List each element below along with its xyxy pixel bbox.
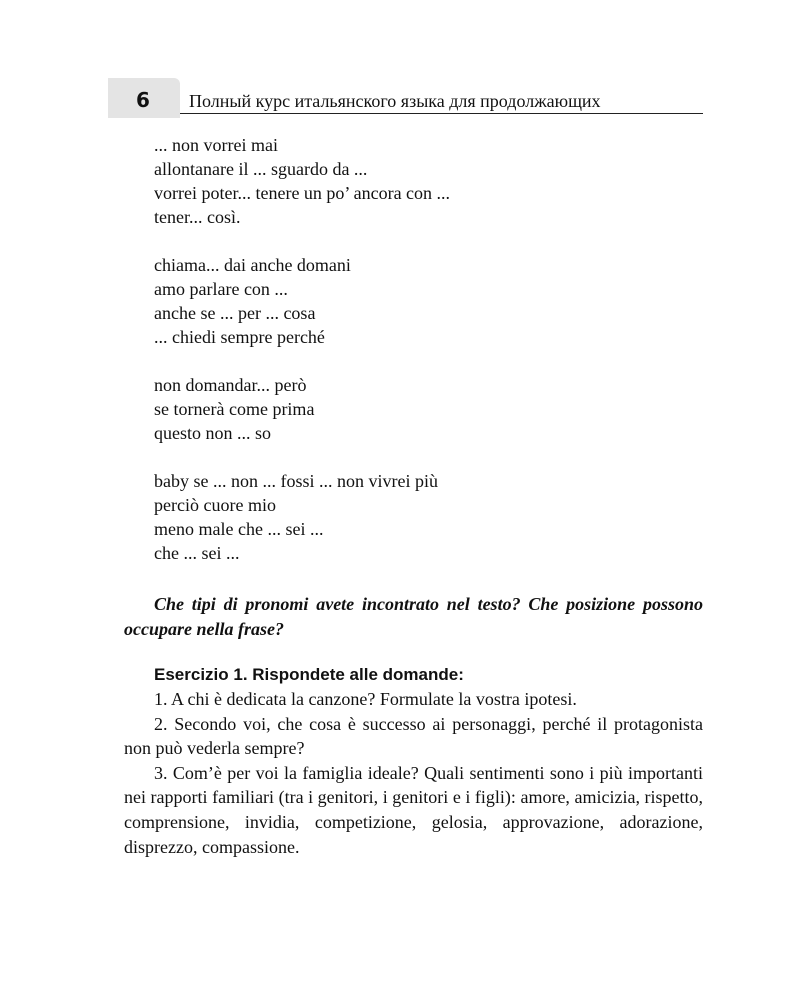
exercise-question: 1. A chi è dedicata la canzone? Formulate la vostra ipotesi. (154, 689, 577, 709)
verse-line: baby se ... non ... fossi ... non vivrei più (154, 471, 438, 491)
exercise-question: 3. Com’è per voi la famiglia ideale? Quali sentimenti sono i più importanti nei rapporti familiari (tra i genitori, i genitori e i figli): amore, amicizia, rispetto, comprensione, invidia, competizione, gelosia, approvazione, adorazione, disprezzo, compassione. (124, 762, 703, 857)
running-title: Полный курс итальянского языка для продолжающих (189, 91, 601, 111)
verse-line: questo non ... so (154, 423, 271, 443)
stanza (154, 373, 450, 445)
verse-line: chiama... dai anche domani (154, 255, 351, 275)
verse-line: vorrei poter... tenere un po’ ancora con ... (154, 183, 451, 203)
header-rule (180, 113, 703, 114)
song-lyrics (154, 133, 450, 565)
verse-line: ... chiedi sempre perché (154, 327, 325, 347)
grammar-question: Che tipi di pronomi avete incontrato nel testo? Che posizione possono occupare nella frase? (124, 594, 703, 639)
verse-line: perciò cuore mio (154, 495, 276, 515)
verse-line: se tornerà come prima (154, 399, 315, 419)
exercise-question: 2. Secondo voi, che cosa è successo ai personaggi, perché il protagonista non può vederla sempre? (124, 713, 703, 759)
verse-line: allontanare il ... sguardo da ... (154, 159, 368, 179)
verse-line: meno male che ... sei ... (154, 519, 324, 539)
exercise-heading: Esercizio 1. Rispondete alle domande: (154, 665, 464, 684)
verse-line: amo parlare con ... (154, 279, 288, 299)
verse-line: ... non vorrei mai (154, 135, 278, 155)
stanza (154, 133, 450, 229)
verse-line: che ... sei ... (154, 543, 240, 563)
verse-line: tener... così. (154, 207, 241, 227)
verse-line: non domandar... però (154, 375, 307, 395)
exercise-questions (124, 687, 703, 859)
stanza (154, 253, 450, 349)
verse-line: anche se ... per ... cosa (154, 303, 316, 323)
page-number: 6 (136, 88, 150, 112)
stanza (154, 469, 450, 565)
